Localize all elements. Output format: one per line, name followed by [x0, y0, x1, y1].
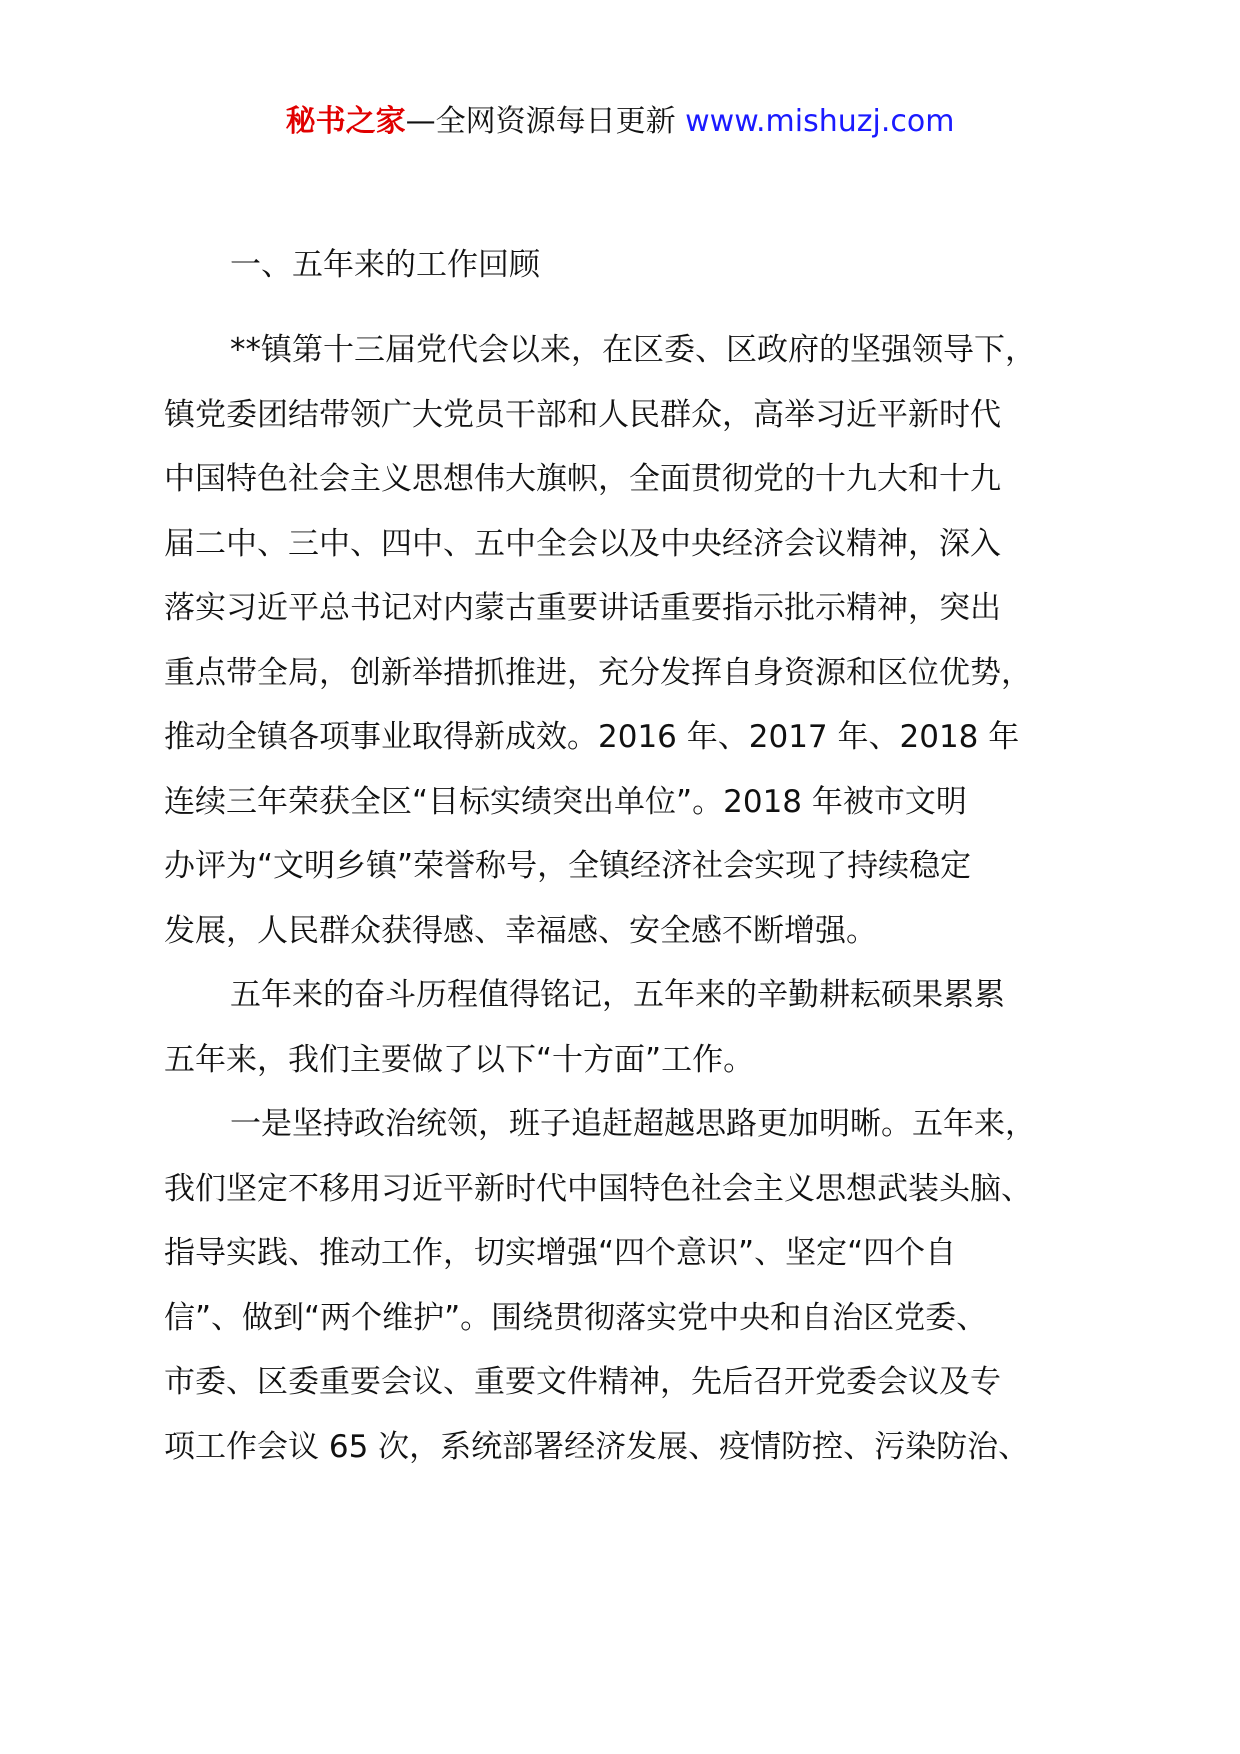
document-body [164, 240, 1104, 1479]
paragraph-line: 办评为“文明乡镇”荣誉称号，全镇经济社会实现了持续稳定 [164, 848, 972, 884]
paragraph-line: 发展，人民群众获得感、幸福感、安全感不断增强。 [164, 912, 877, 949]
paragraph-line: 市委、区委重要会议、重要文件精神，先后召开党委会议及专 [164, 1364, 1001, 1400]
paragraph-line: 重点带全局，创新举措抓推进，充分发挥自身资源和区位优势， [164, 654, 1032, 691]
paragraph-line: 五年来，我们主要做了以下“十方面”工作。 [164, 1041, 755, 1078]
paragraph-line: 信”、做到“两个维护”。围绕贯彻落实党中央和自治区党委、 [164, 1299, 988, 1336]
paragraph-line: 落实习近平总书记对内蒙古重要讲话重要指示批示精神，突出 [164, 590, 1001, 626]
paragraph-line: 指导实践、推动工作，切实增强“四个意识”、坚定“四个自 [164, 1235, 957, 1271]
paragraph-line: 一是坚持政治统领，班子追赶超越思路更加明晰。五年来， [230, 1106, 1036, 1142]
banner-tagline: —全网资源每日更新 [405, 104, 676, 139]
paragraph-line: 中国特色社会主义思想伟大旗帜，全面贯彻党的十九大和十九 [164, 461, 1001, 497]
paragraph-line: 我们坚定不移用习近平新时代中国特色社会主义思想武装头脑、 [164, 1170, 1032, 1207]
paragraph-line: 项工作会议 65 次，系统部署经济发展、疫情防控、污染防治、 [164, 1428, 1030, 1465]
section-heading: 一、五年来的工作回顾 [230, 247, 540, 283]
site-url-link[interactable]: www.mishuzj.com [685, 104, 955, 139]
paragraph-line: 届二中、三中、四中、五中全会以及中央经济会议精神，深入 [164, 525, 1001, 562]
paragraph-line: 五年来的奋斗历程值得铭记，五年来的辛勤耕耘硕果累累 [230, 977, 1005, 1013]
paragraph-line: 镇党委团结带领广大党员干部和人民群众，高举习近平新时代 [164, 396, 1001, 433]
paragraph-line: 连续三年荣获全区“目标实绩突出单位”。2018 年被市文明 [164, 783, 967, 820]
site-banner [0, 100, 1240, 144]
paragraph-line: 推动全镇各项事业取得新成效。2016 年、2017 年、2018 年 [164, 719, 1020, 755]
paragraph-line: **镇第十三届党代会以来，在区委、区政府的坚强领导下， [230, 332, 1036, 368]
brand-name: 秘书之家 [285, 104, 406, 139]
